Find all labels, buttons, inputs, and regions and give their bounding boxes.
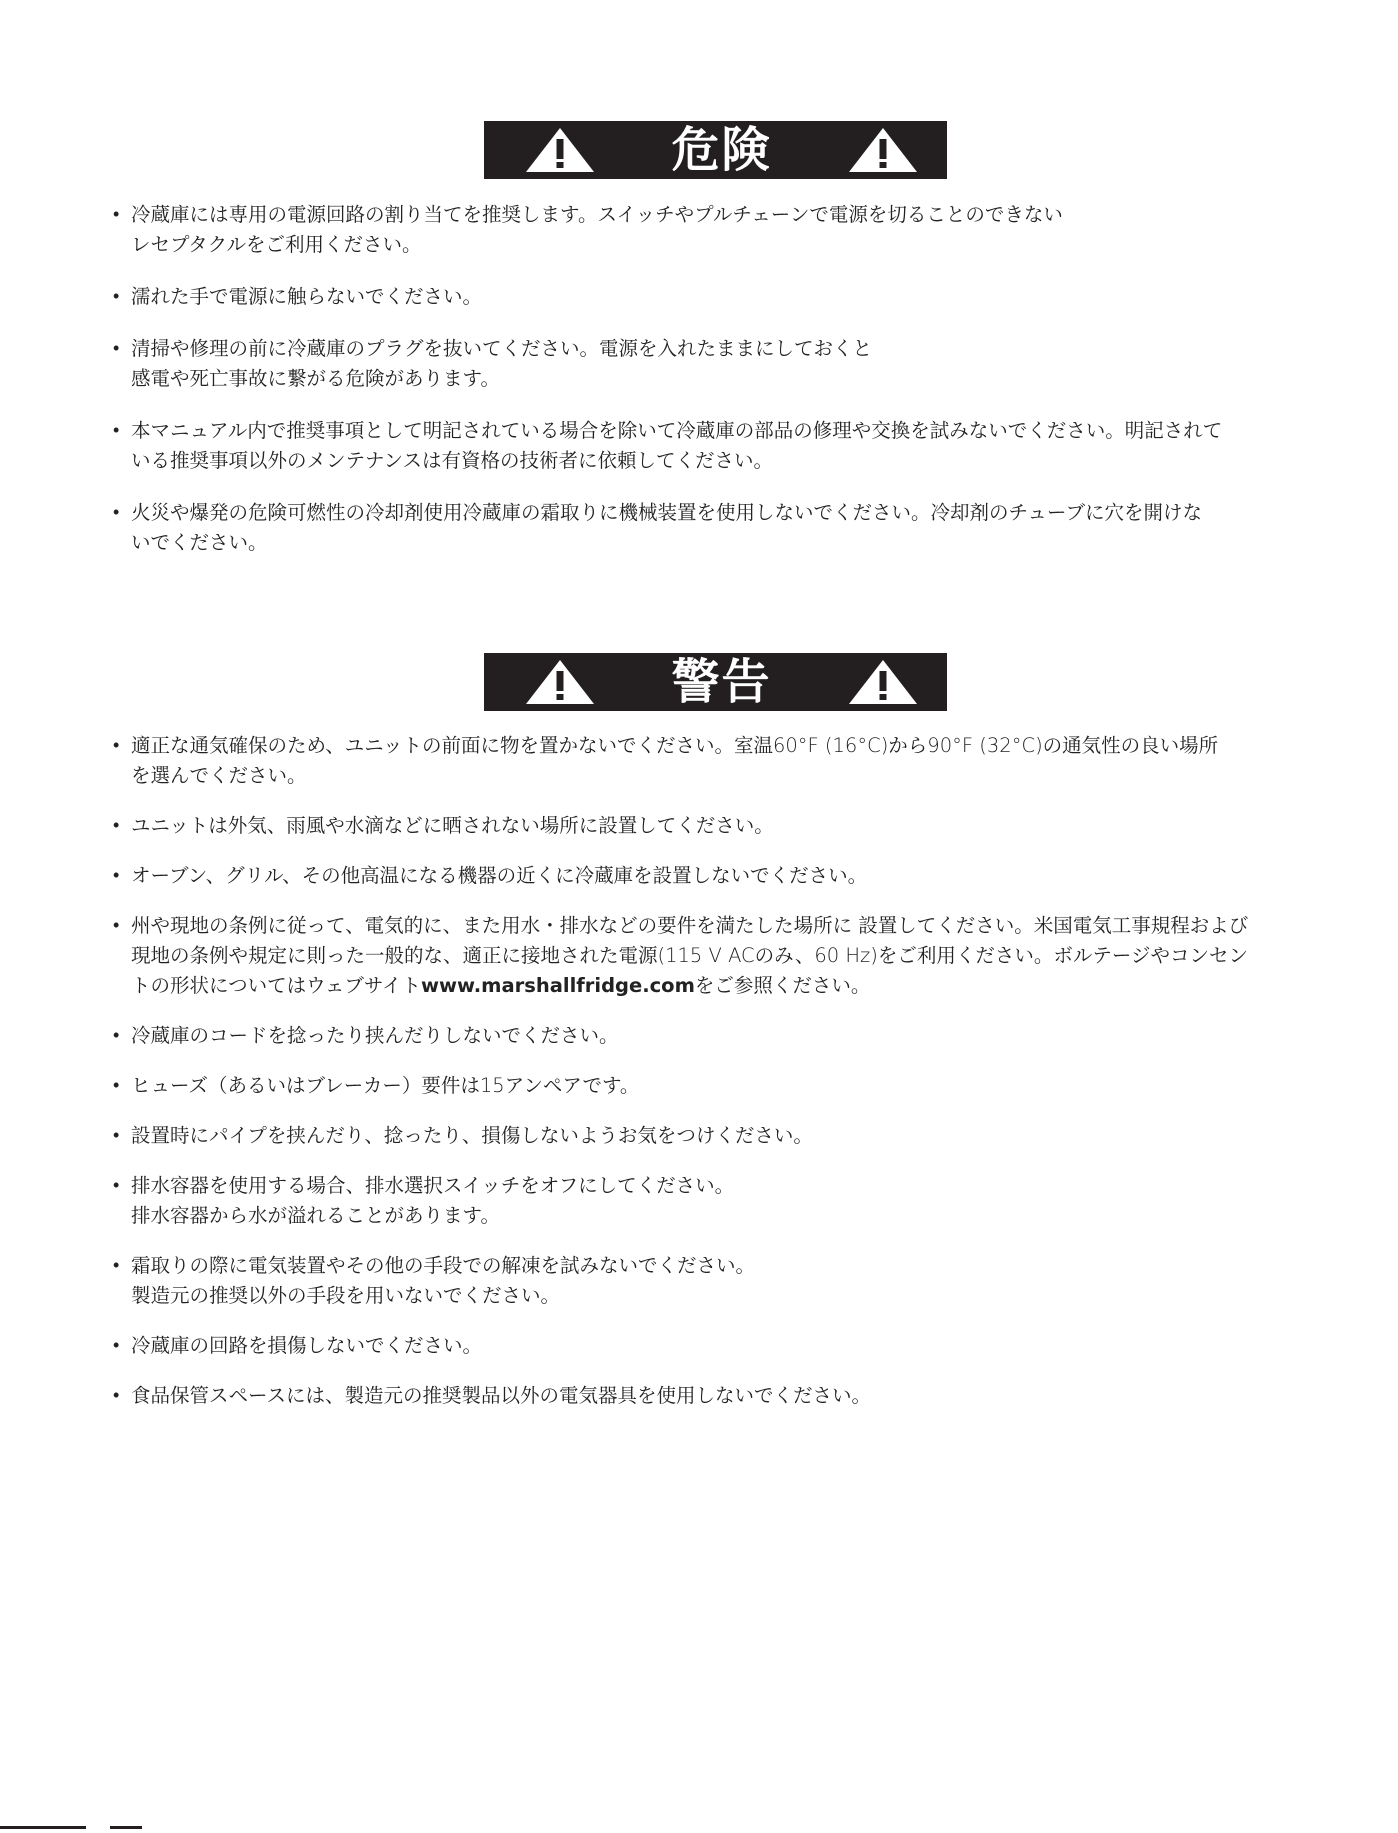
item-text-line: いる推奨事項以外のメンテナンスは有資格の技術者に依頼してください。 bbox=[131, 449, 773, 472]
item-text-line: • 冷蔵庫の回路を損傷しないでください。 bbox=[131, 1334, 483, 1357]
item-text-line: 排水容器から水が溢れることがあります。 bbox=[131, 1204, 500, 1227]
item-text-line: • 火災や爆発の危険可燃性の冷却剤使用冷蔵庫の霜取りに機械装置を使用しないでください。冷却剤のチューブに穴を開けな bbox=[131, 501, 1202, 524]
list-item bbox=[113, 911, 1313, 1001]
item-text-line: 現地の条例や規定に則った一般的な、適正に接地された電源(115 V ACのみ、60 Hz)をご利用ください。ボルテージやコンセン bbox=[131, 944, 1248, 967]
list-item bbox=[113, 282, 1313, 312]
list-item bbox=[113, 811, 1313, 841]
danger-list bbox=[113, 200, 1313, 580]
warning-triangle-icon bbox=[524, 658, 596, 706]
item-text-line: • オーブン、グリル、その他高温になる機器の近くに冷蔵庫を設置しないでください。 bbox=[131, 864, 868, 887]
item-text-line: • ヒューズ（あるいはブレーカー）要件は15アンペアです。 bbox=[131, 1074, 640, 1097]
item-text-line: • 適正な通気確保のため、ユニットの前面に物を置かないでください。室温60°F (16°C)から90°F (32°C)の通気性の良い場所 bbox=[131, 734, 1219, 757]
list-item bbox=[113, 731, 1313, 791]
item-text-fragment: をご参照ください。 bbox=[694, 974, 871, 997]
list-item bbox=[113, 334, 1313, 394]
list-item bbox=[113, 1331, 1313, 1361]
item-text-line: いでください。 bbox=[131, 531, 268, 554]
list-item bbox=[113, 1251, 1313, 1311]
item-text-fragment: トの形状についてはウェブサイト bbox=[131, 974, 421, 997]
warning-list bbox=[113, 731, 1313, 1431]
item-text-line: • 霜取りの際に電気装置やその他の手段での解凍を試みないでください。 bbox=[131, 1254, 756, 1277]
item-text-line: • 冷蔵庫のコードを捻ったり挟んだりしないでください。 bbox=[131, 1024, 619, 1047]
warning-triangle-icon bbox=[847, 126, 919, 174]
danger-title: 危険 bbox=[671, 122, 772, 178]
item-text-line: • 食品保管スペースには、製造元の推奨製品以外の電気器具を使用しないでください。 bbox=[131, 1384, 872, 1407]
website-link[interactable]: www.marshallfridge.com bbox=[420, 974, 695, 997]
item-text-line bbox=[131, 971, 1313, 1001]
item-text-line: • ユニットは外気、雨風や水滴などに晒されない場所に設置してください。 bbox=[131, 814, 774, 837]
item-text-line: • 排水容器を使用する場合、排水選択スイッチをオフにしてください。 bbox=[131, 1174, 735, 1197]
item-text-line: • 冷蔵庫には専用の電源回路の割り当てを推奨します。スイッチやプルチェーンで電源を切ることのできない bbox=[131, 203, 1063, 226]
item-text-line: 製造元の推奨以外の手段を用いないでください。 bbox=[131, 1284, 561, 1307]
item-text-line: • 州や現地の条例に従って、電気的に、また用水・排水などの要件を満たした場所に 設置してください。米国電気工事規程および bbox=[131, 914, 1249, 937]
list-item bbox=[113, 861, 1313, 891]
item-text-line: • 濡れた手で電源に触らないでください。 bbox=[131, 285, 483, 308]
item-text-line: 感電や死亡事故に繋がる危険があります。 bbox=[131, 367, 500, 390]
list-item bbox=[113, 416, 1313, 476]
item-text-line: • 清掃や修理の前に冷蔵庫のプラグを抜いてください。電源を入れたままにしておくと bbox=[131, 337, 873, 360]
list-item bbox=[113, 1021, 1313, 1051]
item-text-line: • 設置時にパイプを挟んだり、捻ったり、損傷しないようお気をつけください。 bbox=[131, 1124, 813, 1147]
list-item bbox=[113, 498, 1313, 558]
danger-banner bbox=[484, 121, 947, 179]
warning-triangle-icon bbox=[847, 658, 919, 706]
list-item bbox=[113, 1171, 1313, 1231]
item-text-line: • 本マニュアル内で推奨事項として明記されている場合を除いて冷蔵庫の部品の修理や交換を試みないでください。明記されて bbox=[131, 419, 1223, 442]
warning-title: 警告 bbox=[671, 654, 772, 710]
item-text-line: を選んでください。 bbox=[131, 764, 307, 787]
warning-banner bbox=[484, 653, 947, 711]
list-item bbox=[113, 1381, 1313, 1411]
warning-triangle-icon bbox=[524, 126, 596, 174]
list-item bbox=[113, 1121, 1313, 1151]
footer-rule bbox=[0, 1826, 86, 1829]
list-item bbox=[113, 200, 1313, 260]
footer-rule bbox=[110, 1826, 142, 1829]
list-item bbox=[113, 1071, 1313, 1101]
item-text-line: レセプタクルをご利用ください。 bbox=[131, 233, 422, 256]
